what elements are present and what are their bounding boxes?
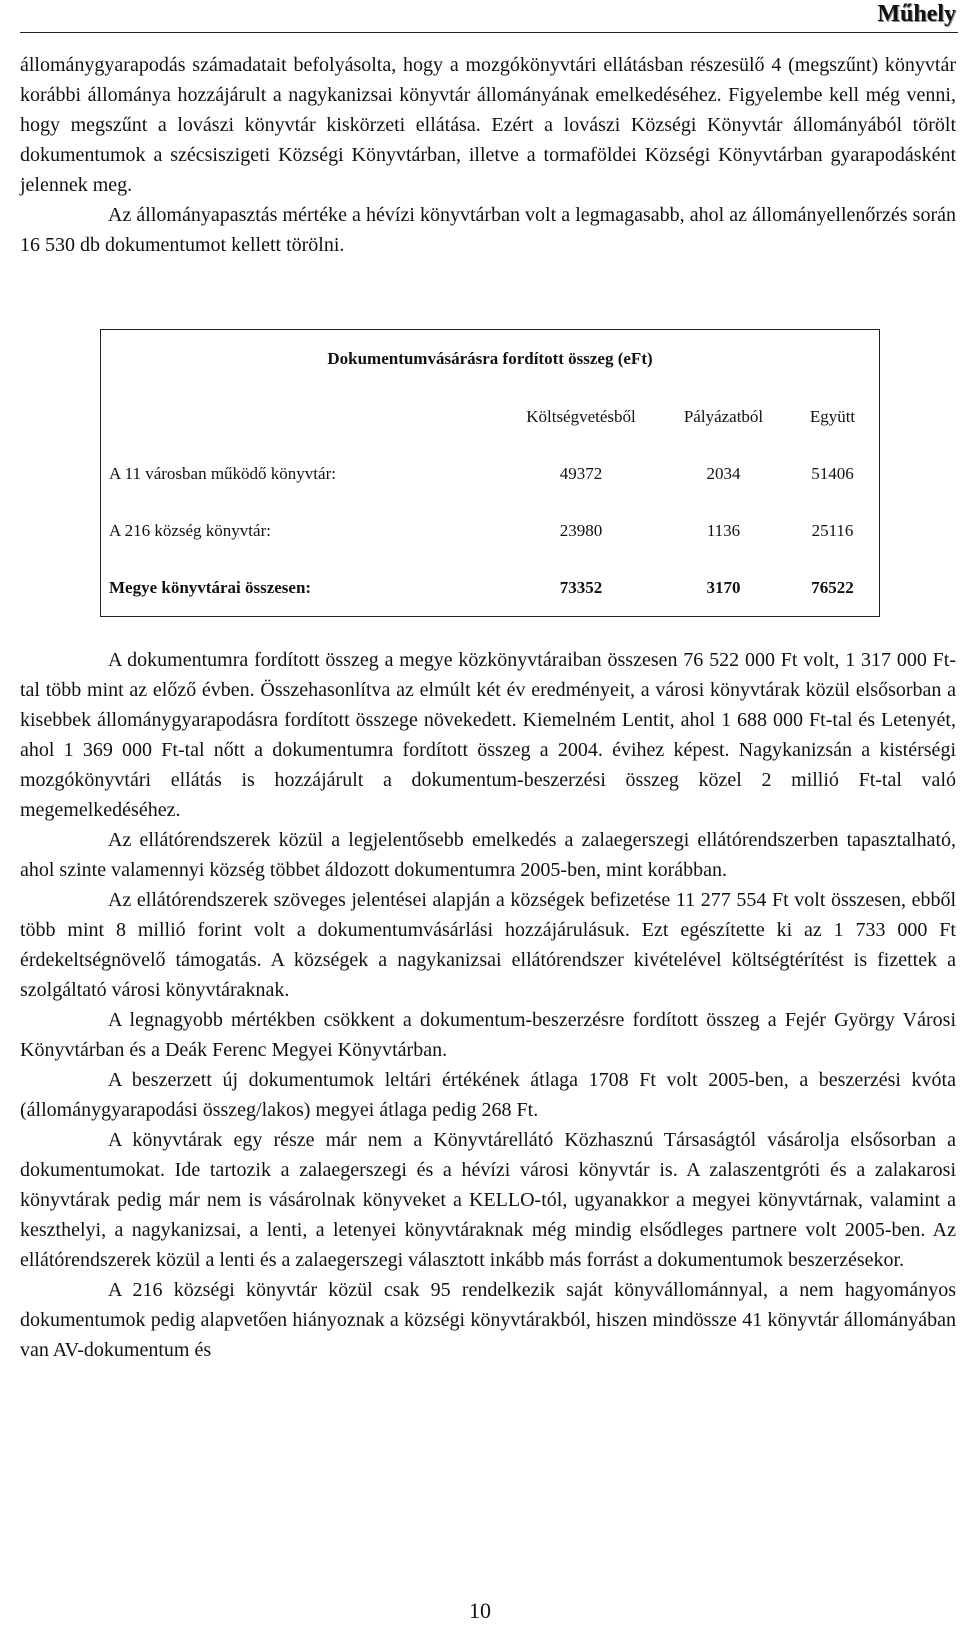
table-cell: 76522 [811, 577, 854, 597]
paragraph: A beszerzett új dokumentumok leltári értékének átlaga 1708 Ft volt 2005-ben, a beszerzési kvóta (állománygyarapodási összeg/lakos) megyei átlaga pedig 268 Ft. [20, 1069, 956, 1121]
paragraph: A dokumentumra fordított összeg a megye közkönyvtáraiban összesen 76 522 000 Ft volt, 1 317 000 Ft-tal több mint az előző évben. Összehasonlítva az elmúlt két év eredményeit, a városi könyvtárak közül elsősorban a kisebbek állománygyarapodásra fordított összege növekedett. Kiemelném Lentit, ahol 1 688 000 Ft-tal és Letenyét, ahol 1 369 000 Ft-tal nőtt a dokumentumra fordított összeg a 2004. évihez képest. Nagykanizsán a kistérségi mozgókönyvtári ellátás is hozzájárult a dokumentum-beszerzési összeg közel 2 millió Ft-tal való megemelkedéséhez. [20, 649, 956, 821]
table-cell: 73352 [559, 577, 603, 597]
intro-text [20, 50, 956, 260]
table-cell: 25116 [811, 520, 854, 540]
table-cell: 49372 [559, 463, 603, 483]
paragraph: Az ellátórendszerek közül a legjelentősebb emelkedés a zalaegerszegi ellátórendszerben tapasztalható, ahol szinte valamennyi község többet áldozott dokumentumra 2005-ben, mint korábban. [20, 829, 956, 881]
table-cell: 2034 [706, 463, 741, 483]
row-label: Megye könyvtárai összesen: [109, 577, 312, 597]
paragraph: A 216 községi könyvtár közül csak 95 rendelkezik saját könyvállománnyal, a nem hagyományos dokumentumok pedig alapvetően hiányoznak a községi könyvtárakból, hiszen mindössze 41 könyvtár állományában van AV-dokumentum és [20, 1279, 956, 1361]
paragraph: Az ellátórendszerek szöveges jelentései alapján a községek befizetése 11 277 554 Ft volt összesen, ebből több mint 8 millió forint volt a dokumentumvásárlási hozzájárulásuk. Ezt egészítette ki az 1 733 000 Ft érdekeltségnövelő támogatás. A községek a nagykanizsai ellátórendszer kivételével költségtérítést is fizettek a szolgáltató városi könyvtáraknak. [20, 889, 956, 1001]
table-title: Dokumentumvásárásra fordított összeg (eFt) [327, 349, 653, 368]
page-number: 10 [469, 1598, 491, 1623]
paragraph: Az állományapasztás mértéke a hévízi könyvtárban volt a legmagasabb, ahol az állományellenőrzés során 16 530 db dokumentumot kellett törölni. [20, 204, 956, 256]
table-cell: 23980 [559, 520, 603, 540]
table-cell: 1136 [706, 520, 741, 540]
section-title: Műhely [877, 1, 956, 27]
table-row [101, 502, 879, 559]
table-row [101, 445, 879, 502]
budget-table [100, 329, 880, 617]
table-cell: 3170 [706, 577, 741, 597]
row-label: A 11 városban működő könyvtár: [109, 463, 336, 483]
table-total-row [101, 559, 879, 616]
column-header: Pályázatból [683, 406, 764, 426]
paragraph: A legnagyobb mértékben csökkent a dokumentum-beszerzésre fordított összeg a Fejér György Városi Könyvtárban és a Deák Ferenc Megyei Könyvtárban. [20, 1009, 956, 1061]
main-text [20, 645, 956, 1365]
page-header [20, 0, 958, 33]
table-header-row [101, 388, 879, 445]
table-cell: 51406 [811, 463, 854, 483]
paragraph: A könyvtárak egy része már nem a Könyvtárellátó Közhasznú Társaságtól vásárolja elsősorban a dokumentumokat. Ide tartozik a zalaegerszegi és a hévízi városi könyvtár is. A zalaszentgróti és a zalakarosi könyvtárak pedig már nem is vásárolnak könyveket a KELLO-tól, ugyanakkor a megyei könyvtárnak, valamint a keszthelyi, a nagykanizsai, a lenti, a letenyei könyvtáraknak még mindig elsődleges partnere volt 2005-ben. Az ellátórendszerek közül a lenti és a zalaegerszegi választott inkább más forrást a dokumentumok beszerzésekor. [20, 1129, 956, 1271]
column-header: Együtt [809, 406, 856, 426]
column-header: Költségvetésből [526, 406, 636, 426]
row-label: A 216 község könyvtár: [109, 520, 271, 540]
paragraph: állománygyarapodás számadatait befolyásolta, hogy a mozgókönyvtári ellátásban részesülő 4 (megszűnt) könyvtár korábbi állománya hozzájárult a nagykanizsai könyvtár állományának emelkedéséhez. Figyelembe kell még venni, hogy megszűnt a lovászi könyvtár kiskörzeti ellátása. Ezért a lovászi Községi Könyvtár állományából törölt dokumentumok a szécsiszigeti Községi Könyvtárban, illetve a tormaföldei Községi Könyvtárban gyarapodásként jelennek meg. [20, 54, 956, 196]
